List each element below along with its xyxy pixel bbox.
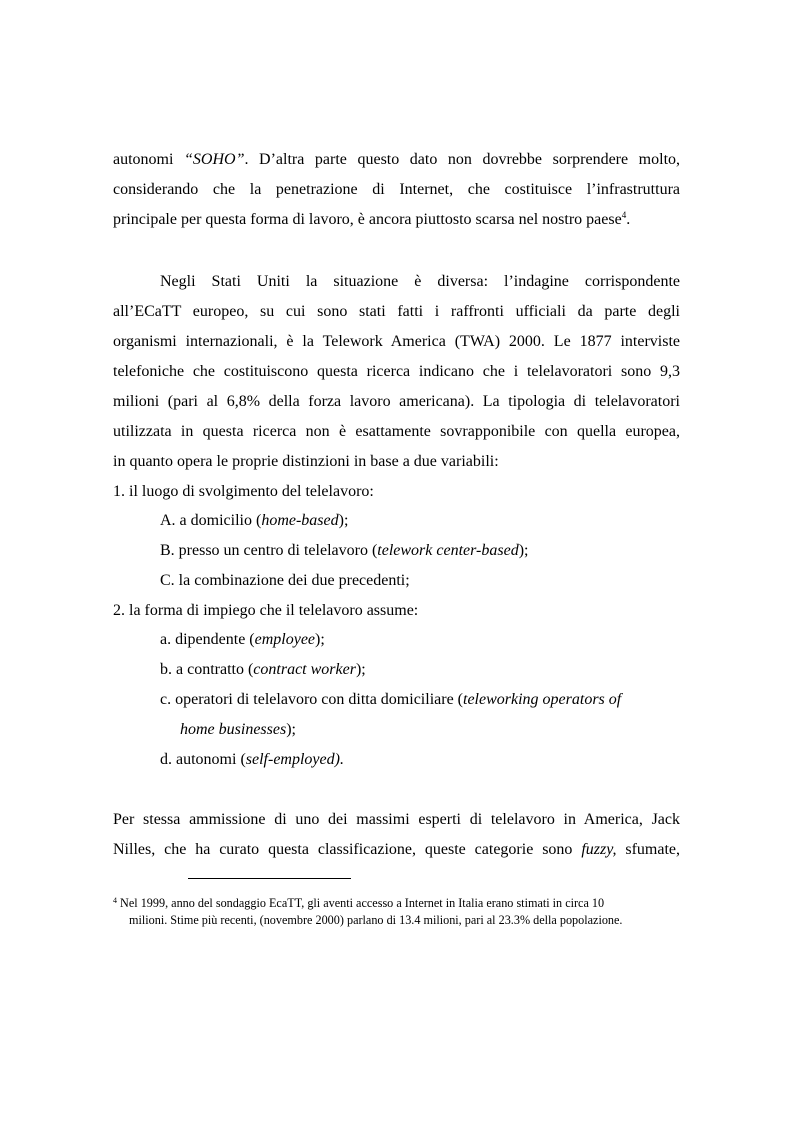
- list-subitem: c. operatori di telelavoro con ditta domiciliare (teleworking operators of: [160, 691, 622, 708]
- paragraph-line: Nilles, che ha curato questa classificazione, queste categorie sono fuzzy, sfumate,: [113, 841, 680, 858]
- paragraph-line: principale per questa forma di lavoro, è ancora piuttosto scarsa nel nostro paese$^4$.: [113, 210, 631, 228]
- paragraph-line: organismi internazionali, è la Telework America (TWA) 2000. Le 1877 interviste: [113, 333, 680, 350]
- list-subitem: d. autonomi (self-employed).: [160, 751, 344, 768]
- footnote-number: 4: [113, 896, 117, 905]
- list-subitem: B. presso un centro di telelavoro (telework center-based);: [160, 542, 529, 559]
- list-subitem: A. a domicilio (home-based);: [160, 512, 349, 529]
- footnote-separator: [188, 878, 351, 879]
- paragraph-line: considerando che la penetrazione di Internet, che costituisce l’infrastruttura: [113, 181, 680, 198]
- list-subitem: C. la combinazione dei due precedenti;: [160, 572, 410, 589]
- paragraph-line: in quanto opera le proprie distinzioni in base a due variabili:: [113, 453, 499, 470]
- paragraph-line: autonomi “SOHO”. D’altra parte questo dato non dovrebbe sorprendere molto,: [113, 151, 681, 168]
- paragraph-line: Per stessa ammissione di uno dei massimi esperti di telelavoro in America, Jack: [113, 811, 680, 828]
- italic-term: fuzzy,: [581, 841, 617, 858]
- paragraph-line: utilizzata in questa ricerca non è esattamente sovrapponibile con quella europea,: [113, 423, 680, 440]
- footnote-line: $^4$ Nel 1999, anno del sondaggio EcaTT, gli aventi accesso a Internet in Italia erano stimati in circa 10: [113, 896, 605, 910]
- list-item: 1. il luogo di svolgimento del telelavoro:: [113, 483, 374, 500]
- paragraph-line: Negli Stati Uniti la situazione è diversa: l’indagine corrispondente: [160, 273, 680, 290]
- list-subitem: b. a contratto (contract worker);: [160, 661, 366, 678]
- paragraph-line: all’ECaTT europeo, su cui sono stati fatti i raffronti ufficiali da parte degli: [113, 303, 680, 320]
- italic-term: “SOHO”: [184, 151, 245, 168]
- paragraph-line: telefoniche che costituiscono questa ricerca indicano che i telelavoratori sono 9,3: [113, 363, 680, 380]
- list-item: 2. la forma di impiego che il telelavoro assume:: [113, 602, 419, 619]
- footnote-ref: 4: [621, 210, 627, 220]
- list-subitem-continuation: home businesses);: [180, 721, 296, 738]
- paragraph-line: milioni (pari al 6,8% della forza lavoro americana). La tipologia di telelavoratori: [113, 393, 680, 410]
- footnote-line: milioni. Stime più recenti, (novembre 2000) parlano di 13.4 milioni, pari al 23.3% della popolazione.: [129, 913, 623, 927]
- list-subitem: a. dipendente (employee);: [160, 631, 325, 648]
